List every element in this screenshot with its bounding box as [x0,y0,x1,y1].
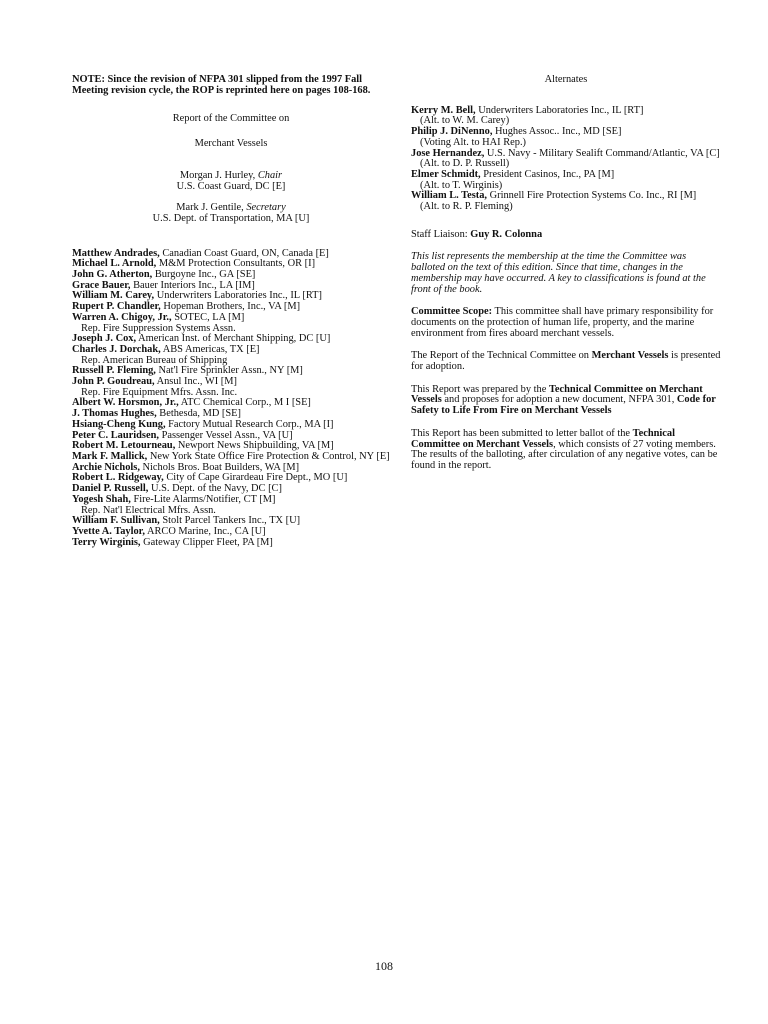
member-affiliation: Nat'l Fire Sprinkler Assn., NY [M] [155,365,303,377]
prepared-paragraph [411,385,721,417]
member-affiliation: Factory Mutual Research Corp., MA [I] [165,418,334,430]
member-name: Grace Bauer, [72,279,131,291]
member-name: Hsiang-Cheng Kung, [72,418,166,430]
member-line [72,495,390,506]
right-column [411,75,721,472]
alternate-affiliation: Grinnell Fire Protection Systems Co. Inc., RI [M] [487,190,697,202]
member-affiliation: U.S. Dept. of the Navy, DC [C] [148,483,282,495]
member-affiliation: New York State Office Fire Protection & Control, NY [E] [147,450,390,462]
member-affiliation: City of Cape Girardeau Fire Dept., MO [U] [163,472,348,484]
alternate-name: William L. Testa, [411,190,488,202]
member-affiliation: ATC Chemical Corp., M I [SE] [178,397,311,409]
member-entry [72,377,390,398]
chair-name: Morgan J. Hurley, [179,169,258,181]
member-affiliation: SOTEC, LA [M] [171,311,245,323]
member-name: William M. Carey, [72,290,155,302]
alternate-subnote: (Alt. to W. M. Carey) [420,115,510,127]
chair-block [72,171,390,192]
alternate-subnote: (Voting Alt. to HAI Rep.) [420,136,527,148]
staff-liaison [411,230,721,241]
member-affiliation: Underwriters Laboratories Inc., IL [RT] [154,290,322,302]
member-subnote: Rep. American Bureau of Shipping [81,354,228,366]
adoption-text-1: The Report of the Technical Committee on [411,350,592,362]
member-affiliation: Stolt Parcel Tankers Inc., TX [U] [159,515,301,527]
member-name: Michael L. Arnold, [72,258,157,270]
chair-role: Chair [257,169,283,181]
member-affiliation: Bethesda, MD [SE] [156,408,241,420]
member-name: Mark F. Mallick, [72,450,148,462]
adoption-text-2: is presented for adoption. [411,350,721,373]
member-name: Robert M. Letourneau, [72,440,176,452]
officers [72,171,390,225]
report-title-line1: Report of the Committee on [172,113,290,125]
alternate-entry [411,127,721,148]
member-name: John G. Atherton, [72,269,153,281]
member-entry [72,345,390,366]
member-subnote: Rep. Fire Equipment Mfrs. Assn. Inc. [81,386,238,398]
alternate-affiliation: U.S. Navy - Military Sealift Command/Atlantic, VA [C] [484,147,720,159]
staff-liaison-name: Guy R. Colonna [470,228,543,240]
member-name: William F. Sullivan, [72,515,160,527]
committee-scope [411,307,721,339]
alternate-subnote: (Alt. to R. P. Fleming) [420,201,513,213]
alternate-name: Kerry M. Bell, [411,104,476,116]
member-affiliation: Newport News Shipbuilding, VA [M] [175,440,334,452]
prepared-text-1: This Report was prepared by the [411,383,549,395]
member-subnote: Rep. Fire Suppression Systems Assn. [81,322,236,334]
member-line [72,538,390,549]
member-affiliation: ABS Americas, TX [E] [160,343,260,355]
member-name: John P. Goudreau, [72,376,155,388]
report-title-line2: Merchant Vessels [194,138,268,150]
member-name: Robert L. Ridgeway, [72,472,164,484]
alternate-subnote: (Alt. to T. Wirginis) [420,179,503,191]
ballot-text-2: , which consists of 27 voting members. The results of the balloting, after circulation of any negative votes, can be found in the report. [411,438,718,471]
prepared-text-2: and proposes for adoption a new document, NFPA 301, [441,394,677,406]
member-affiliation: Fire-Lite Alarms/Notifier, CT [M] [130,493,276,505]
alternate-name: Elmer Schmidt, [411,168,481,180]
member-name: Archie Nichols, [72,461,140,473]
member-affiliation: Gateway Clipper Fleet, PA [M] [140,536,273,548]
member-entry [72,538,390,549]
member-name: Matthew Andrades, [72,247,160,259]
member-name: Terry Wirginis, [72,536,141,548]
secretary-block [72,203,390,224]
adoption-paragraph [411,351,721,372]
member-name: Yvette A. Taylor, [72,525,145,537]
ballot-bold-1: Technical Committee on Merchant Vessels [411,427,675,450]
alternate-affiliation: Hughes Assoc.. Inc., MD [SE] [492,126,622,138]
member-affiliation: Ansul Inc., WI [M] [154,376,237,388]
member-entry [72,495,390,516]
secretary-name: Mark J. Gentile, [176,202,247,214]
chair-affiliation: U.S. Coast Guard, DC [E] [176,180,286,192]
adoption-bold-1: Merchant Vessels [591,350,669,362]
member-name: Albert W. Horsmon, Jr., [72,397,179,409]
membership-note: This list represents the membership at the time the Committee was balloted on the text of this edition. Since that time, changes in the membership may have occurred. A key to classifications is found at the front of the book. [411,251,706,295]
scope-text: This committee shall have primary responsibility for documents on the protection of human life, property, and the marine environment from fires aboard merchant vessels. [411,306,714,339]
alternate-entry [411,106,721,127]
member-subnote: Rep. Nat'l Electrical Mfrs. Assn. [81,504,216,516]
members-list [72,249,390,549]
member-line [72,313,390,324]
member-name: Charles J. Dorchak, [72,343,161,355]
member-affiliation: Burgoyne Inc., GA [SE] [152,269,256,281]
member-affiliation: American Inst. of Merchant Shipping, DC [U] [136,333,331,345]
member-name: Peter C. Lauridsen, [72,429,159,441]
alternates-list [411,106,721,213]
member-affiliation: ARCO Marine, Inc., CA [U] [144,525,266,537]
scope-label: Committee Scope: [411,306,493,318]
member-name: Russell P. Fleming, [72,365,156,377]
alternate-entry [411,149,721,170]
member-name: Daniel P. Russell, [72,483,149,495]
member-affiliation: M&M Protection Consultants, OR [I] [156,258,316,270]
member-affiliation: Bauer Interiors Inc., LA [IM] [130,279,255,291]
alternate-name: Jose Hernandez, [411,147,485,159]
left-column [72,75,390,548]
member-name: Joseph J. Cox, [72,333,137,345]
alternate-entry [411,191,721,212]
member-affiliation: Hopeman Brothers, Inc., VA [M] [160,301,301,313]
member-name: J. Thomas Hughes, [72,408,157,420]
alternate-affiliation: Underwriters Laboratories Inc., IL [RT] [475,104,644,116]
member-name: Warren A. Chigoy, Jr., [72,311,172,323]
staff-liaison-label: Staff Liaison: [411,228,471,240]
alternate-subnote: (Alt. to D. P. Russell) [420,158,510,170]
member-affiliation: Nichols Bros. Boat Builders, WA [M] [139,461,300,473]
alternate-entry [411,170,721,191]
page-number: 108 [375,959,393,973]
prepared-bold-1: Technical Committee on Merchant Vessels [411,383,703,406]
secretary-role: Secretary [246,202,286,214]
member-affiliation: Canadian Coast Guard, ON, Canada [E] [159,247,329,259]
alternates-title: Alternates [544,74,588,85]
member-name: Rupert P. Chandler, [72,301,161,313]
secretary-affiliation: U.S. Dept. of Transportation, MA [U] [152,212,310,224]
ballot-paragraph [411,429,721,472]
ballot-text-1: This Report has been submitted to letter ballot of the [411,427,633,439]
alternate-affiliation: President Casinos, Inc., PA [M] [480,168,615,180]
prepared-bold-2: Code for Safety to Life From Fire on Merchant Vessels [411,394,716,417]
member-affiliation: Passenger Vessel Assn., VA [U] [158,429,293,441]
revision-note: NOTE: Since the revision of NFPA 301 slipped from the 1997 Fall Meeting revision cycle, the ROP is reprinted here on pages 108-168. [72,74,371,96]
member-name: Yogesh Shah, [72,493,131,505]
member-entry [72,313,390,334]
alternate-name: Philip J. DiNenno, [411,126,493,138]
